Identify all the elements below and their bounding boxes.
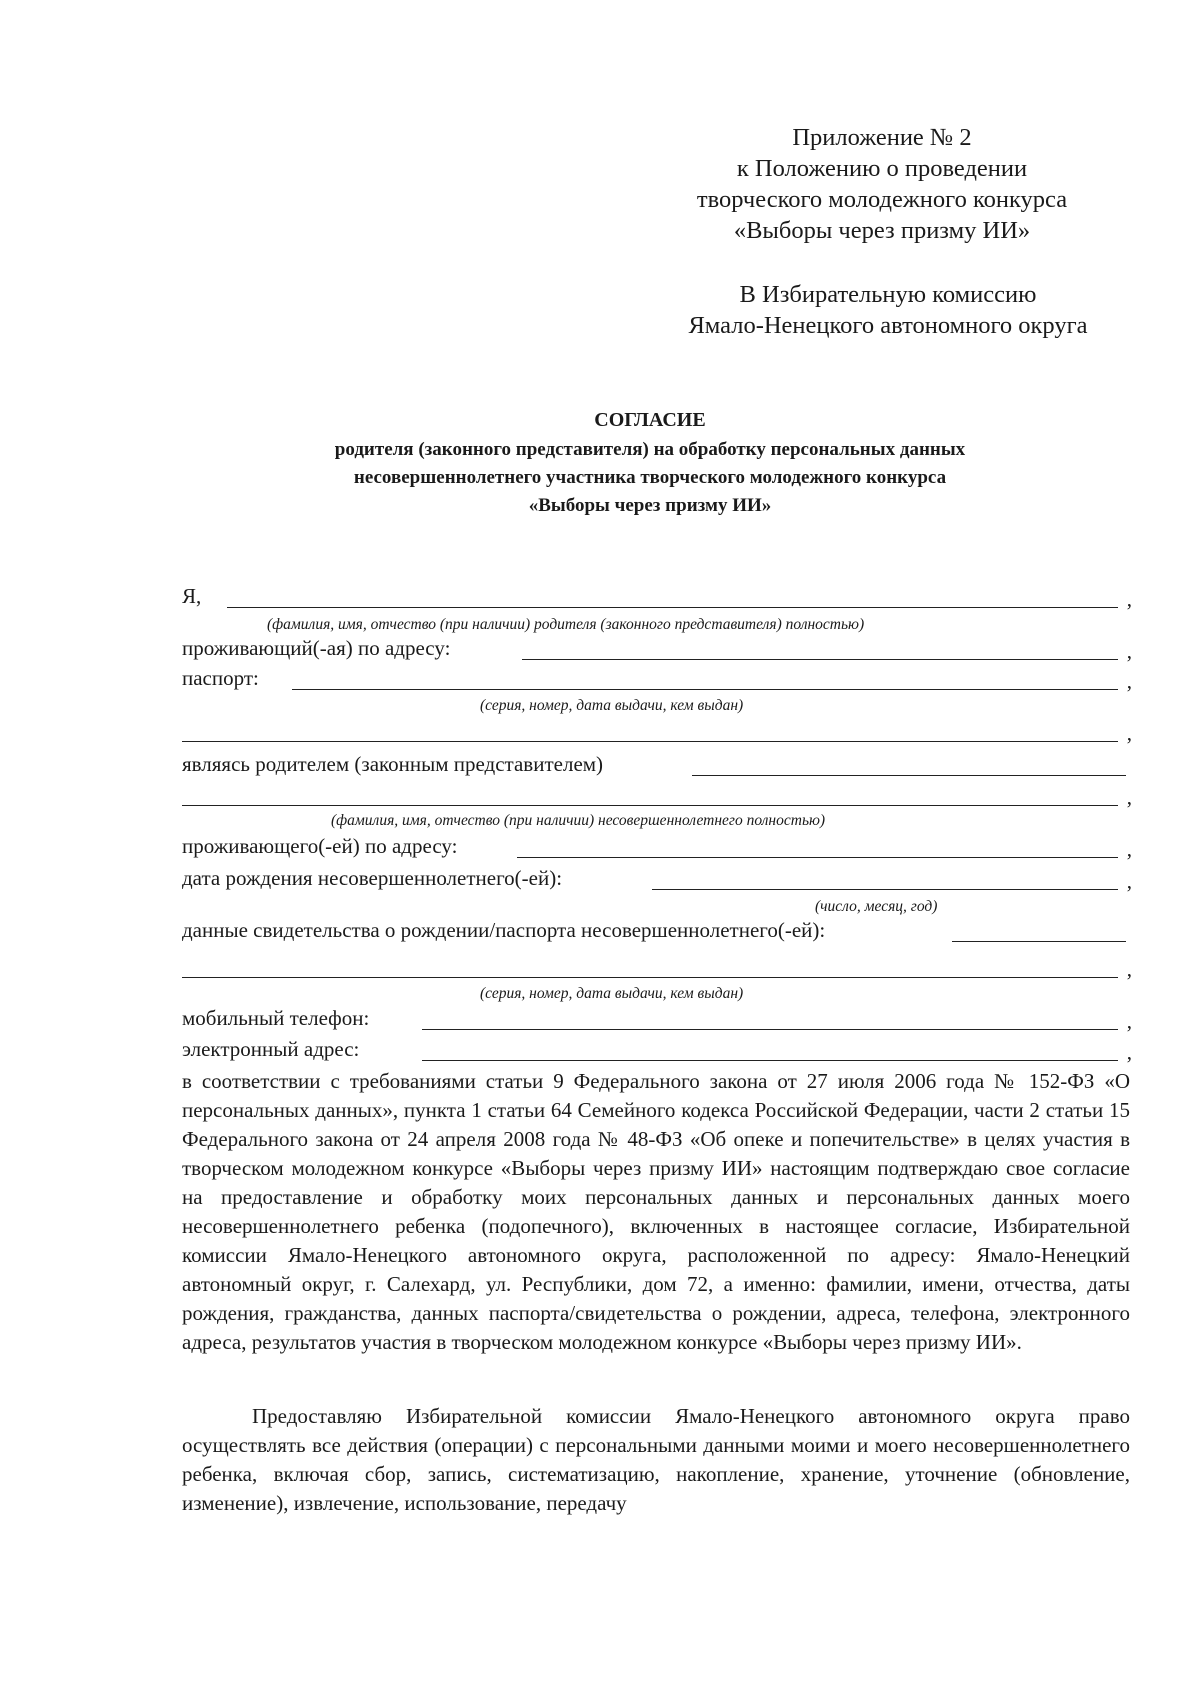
- minor-document-label: данные свидетельства о рождении/паспорта несовершеннолетнего(-ей):: [182, 918, 826, 942]
- phone-field[interactable]: [422, 1029, 1118, 1030]
- comma: ,: [1126, 639, 1132, 663]
- minor-name-field[interactable]: [692, 775, 1126, 776]
- minor-name-continuation-field[interactable]: [182, 805, 1118, 806]
- passport-field[interactable]: [292, 689, 1118, 690]
- minor-document-field[interactable]: [952, 941, 1126, 942]
- phone-row: [182, 1006, 1132, 1036]
- birthdate-hint: (число, месяц, год): [815, 898, 938, 915]
- appendix-header: [652, 122, 1112, 246]
- passport-continuation-row: [182, 718, 1132, 748]
- comma: ,: [1126, 587, 1132, 611]
- passport-row: [182, 666, 1132, 696]
- addressee-line: Ямало-Ненецкого автономного округа: [688, 312, 1088, 339]
- comma: ,: [1126, 1009, 1132, 1033]
- comma: ,: [1126, 837, 1132, 861]
- appendix-line: Приложение № 2: [792, 124, 972, 151]
- parent-name-row: [182, 584, 1132, 614]
- minor-document-row: [182, 918, 1132, 948]
- appendix-line: творческого молодежного конкурса: [696, 186, 1068, 213]
- minor-document-continuation-field[interactable]: [182, 977, 1118, 978]
- minor-birthdate-label: дата рождения несовершеннолетнего(-ей):: [182, 866, 563, 890]
- minor-address-field[interactable]: [517, 857, 1118, 858]
- parent-address-field[interactable]: [522, 659, 1118, 660]
- minor-name-hint: (фамилия, имя, отчество (при наличии) несовершеннолетнего полностью): [331, 812, 826, 829]
- minor-address-label: проживающего(-ей) по адресу:: [182, 834, 458, 858]
- consent-paragraph-2: Предоставляю Избирательной комиссии Ямало-Ненецкого автономного округа право осуществлять все действия (операции) с персональными данными моими и моего несовершеннолетнего ребенка, включая сбор, запись, систематизацию, накопление, хранение, уточнение (обновление, изменение), извлечение, использование, передачу: [182, 1404, 1130, 1515]
- being-parent-label: являясь родителем (законным представителем): [182, 752, 604, 776]
- comma: ,: [1126, 957, 1132, 981]
- addressee-line: В Избирательную комиссию: [739, 281, 1037, 308]
- addressee-block: [658, 279, 1118, 341]
- comma: ,: [1126, 1040, 1132, 1064]
- email-label: электронный адрес:: [182, 1037, 360, 1061]
- comma: ,: [1126, 721, 1132, 745]
- document-subtitle: [180, 436, 1120, 520]
- minor-name-row: [182, 782, 1132, 812]
- parent-name-field[interactable]: [227, 607, 1118, 608]
- minor-document-continuation-row: [182, 954, 1132, 984]
- email-field[interactable]: [422, 1060, 1118, 1061]
- comma: ,: [1126, 785, 1132, 809]
- email-row: [182, 1037, 1132, 1067]
- minor-birthdate-field[interactable]: [652, 889, 1118, 890]
- phone-label: мобильный телефон:: [182, 1006, 370, 1030]
- comma: ,: [1126, 669, 1132, 693]
- subtitle-line: родителя (законного представителя) на обработку персональных данных: [334, 439, 966, 460]
- parent-name-hint: (фамилия, имя, отчество (при наличии) родителя (законного представителя) полностью): [267, 616, 865, 633]
- parent-address-row: [182, 636, 1132, 666]
- consent-paragraph-1: в соответствии с требованиями статьи 9 Федерального закона от 27 июля 2006 года № 152-ФЗ «О персональных данных», пункта 1 статьи 64 Семейного кодекса Российской Федерации, части 2 статьи 15 Федерального закона от 24 апреля 2008 года № 48-ФЗ «Об опеке и попечительстве» в целях участия в творческом молодежном конкурсе «Выборы через призму ИИ» настоящим подтверждаю свое согласие на предоставление и обработку моих персональных данных и персональных данных моего несовершеннолетнего ребенка (подопечного), включенных в настоящее согласие, Избирательной комиссии Ямало-Ненецкого автономного округа, расположенной по адресу: Ямало-Ненецкий автономный округ, г. Салехард, ул. Республики, дом 72, а именно: фамилии, имени, отчества, даты рождения, гражданства, данных паспорта/свидетельства о рождении, адреса, телефона, электронного адреса, результатов участия в творческом молодежном конкурсе «Выборы через призму ИИ».: [182, 1069, 1130, 1354]
- document-title: СОГЛАСИЕ: [594, 409, 706, 431]
- appendix-line: «Выборы через призму ИИ»: [733, 217, 1031, 244]
- address-label: проживающий(-ая) по адресу:: [182, 636, 451, 660]
- being-parent-row: [182, 752, 1132, 782]
- document-hint: (серия, номер, дата выдачи, кем выдан): [480, 985, 744, 1002]
- subtitle-line: несовершеннолетнего участника творческого молодежного конкурса: [353, 467, 947, 488]
- comma: ,: [1126, 869, 1132, 893]
- subtitle-line: «Выборы через призму ИИ»: [528, 495, 772, 516]
- minor-address-row: [182, 834, 1132, 864]
- minor-birthdate-row: [182, 866, 1132, 896]
- passport-label: паспорт:: [182, 666, 259, 690]
- appendix-line: к Положению о проведении: [736, 155, 1028, 182]
- passport-continuation-field[interactable]: [182, 741, 1118, 742]
- i-label: Я,: [182, 584, 202, 608]
- passport-hint: (серия, номер, дата выдачи, кем выдан): [480, 697, 744, 714]
